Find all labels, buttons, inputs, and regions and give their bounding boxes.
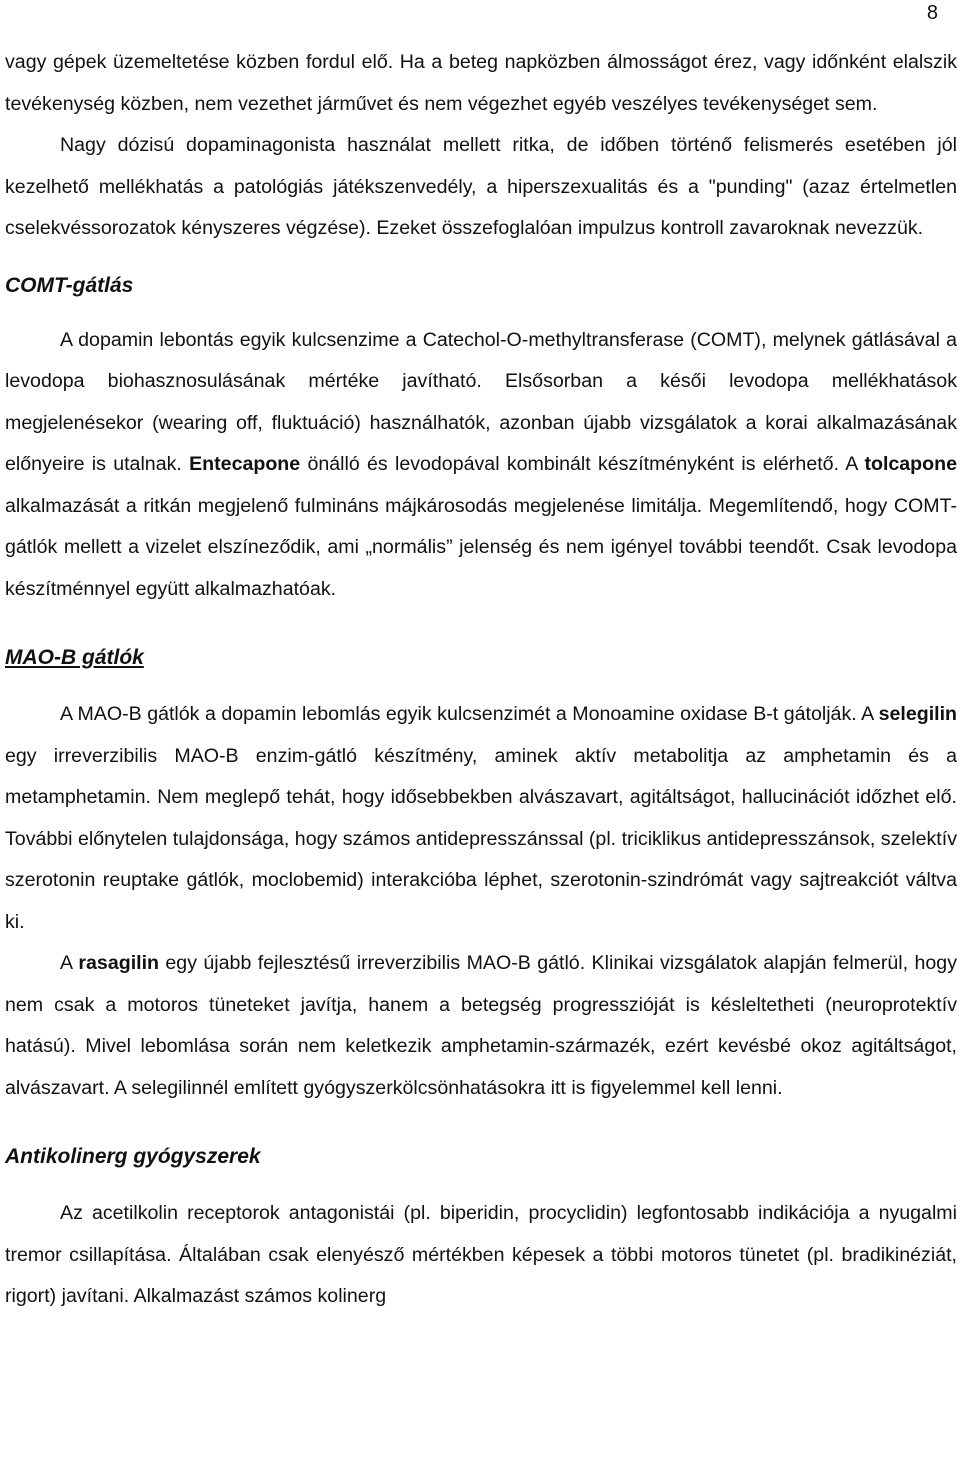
comt-text-2: önálló és levodopával kombinált készítményként is elérhető. A: [300, 453, 865, 475]
maob-text-1: A MAO-B gátlók a dopamin lebomlás egyik kulcsenzimét a Monoamine oxidase B-t gátolják. A: [60, 703, 879, 725]
comt-text-3: alkalmazását a ritkán megjelenő fulmináns májkárosodás megjelenése limitálja. Megemlítendő, hogy COMT-gátlók mellett a vizelet elszíneződik, ami „normális” jelenség és nem igényel további teendőt. Csak levodopa készítménnyel együtt alkalmazhatóak.: [5, 494, 957, 600]
paragraph-anticholinergic: Az acetilkolin receptorok antagonistái (pl. biperidin, procyclidin) legfontosabb indikációja a nyugalmi tremor csillapítása. Általában csak elenyésző mértékben képesek a többi motoros tünetet (pl. bradikinéziát, rigort) javítani. Alkalmazást számos kolinerg: [5, 1202, 957, 1307]
page-number: 8: [926, 2, 938, 24]
drug-selegilin: selegilin: [878, 703, 957, 725]
paragraph-mao-b: [5, 694, 957, 943]
heading-mao-b: MAO-B gátlók: [5, 646, 144, 669]
rasa-text-2: egy újabb fejlesztésű irreverzibilis MAO-B gátló. Klinikai vizsgálatok alapján felmerül, hogy nem csak a motoros tüneteket javítja, hanem a betegség progresszióját is késleltetheti (neuroprotektív hatású). Mivel lebomlása során nem keletkezik amphetamin-származék, ezért kevésbé okoz agitáltságot, alvászavart. A selegilinnél említett gyógyszerkölcsönhatásokra itt is figyelemmel kell lenni.: [5, 952, 957, 1099]
paragraph-dopamine-agonist: Nagy dózisú dopaminagonista használat mellett ritka, de időben történő felismerés esetében jól kezelhető mellékhatás a patológiás játékszenvedély, a hiperszexualitás és a "punding" (azaz értelmetlen cselekvéssorozatok kényszeres végzése). Ezeket összefoglalóan impulzus kontroll zavaroknak nevezzük.: [5, 134, 957, 239]
paragraph-1: vagy gépek üzemeltetése közben fordul elő. Ha a beteg napközben álmosságot érez, vagy időnként elalszik tevékenység közben, nem vezethet járművet és nem végezhet egyéb veszélyes tevékenységet sem.: [5, 51, 957, 115]
drug-entecapone: Entecapone: [189, 453, 301, 475]
drug-tolcapone: tolcapone: [864, 453, 957, 475]
heading-comt: COMT-gátlás: [5, 273, 134, 297]
document-body: [5, 42, 957, 1318]
maob-text-2: egy irreverzibilis MAO-B enzim-gátló készítmény, aminek aktív metabolitja az amphetamin és a metamphetamin. Nem meglepő tehát, hogy idősebbekben alvászavart, agitáltságot, hallucinációt időzhet elő. További előnytelen tulajdonsága, hogy számos antidepresszánssal (pl. triciklikus antidepresszánsok, szelektív szerotonin reuptake gátlók, moclobemid) interakcióba léphet, szerotonin-szindrómát vagy sajtreakciót váltva ki.: [5, 744, 957, 933]
comt-text-1: A dopamin lebontás egyik kulcsenzime a Catechol-O-methyltransferase (COMT), melynek gátlásával a levodopa biohasznosulásának mértéke javítható. Elsősorban a késői levodopa mellékhatások megjelenésekor (wearing off, fluktuáció) használhatók, azonban újabb vizsgálatok a korai alkalmazásának előnyeire is utalnak.: [5, 328, 957, 475]
rasa-text-1: A: [60, 952, 79, 974]
paragraph-rasagilin: [5, 943, 957, 1109]
paragraph-comt: [5, 320, 957, 611]
drug-rasagilin: rasagilin: [78, 952, 159, 974]
heading-anticholinergic: Antikolinerg gyógyszerek: [5, 1145, 261, 1168]
